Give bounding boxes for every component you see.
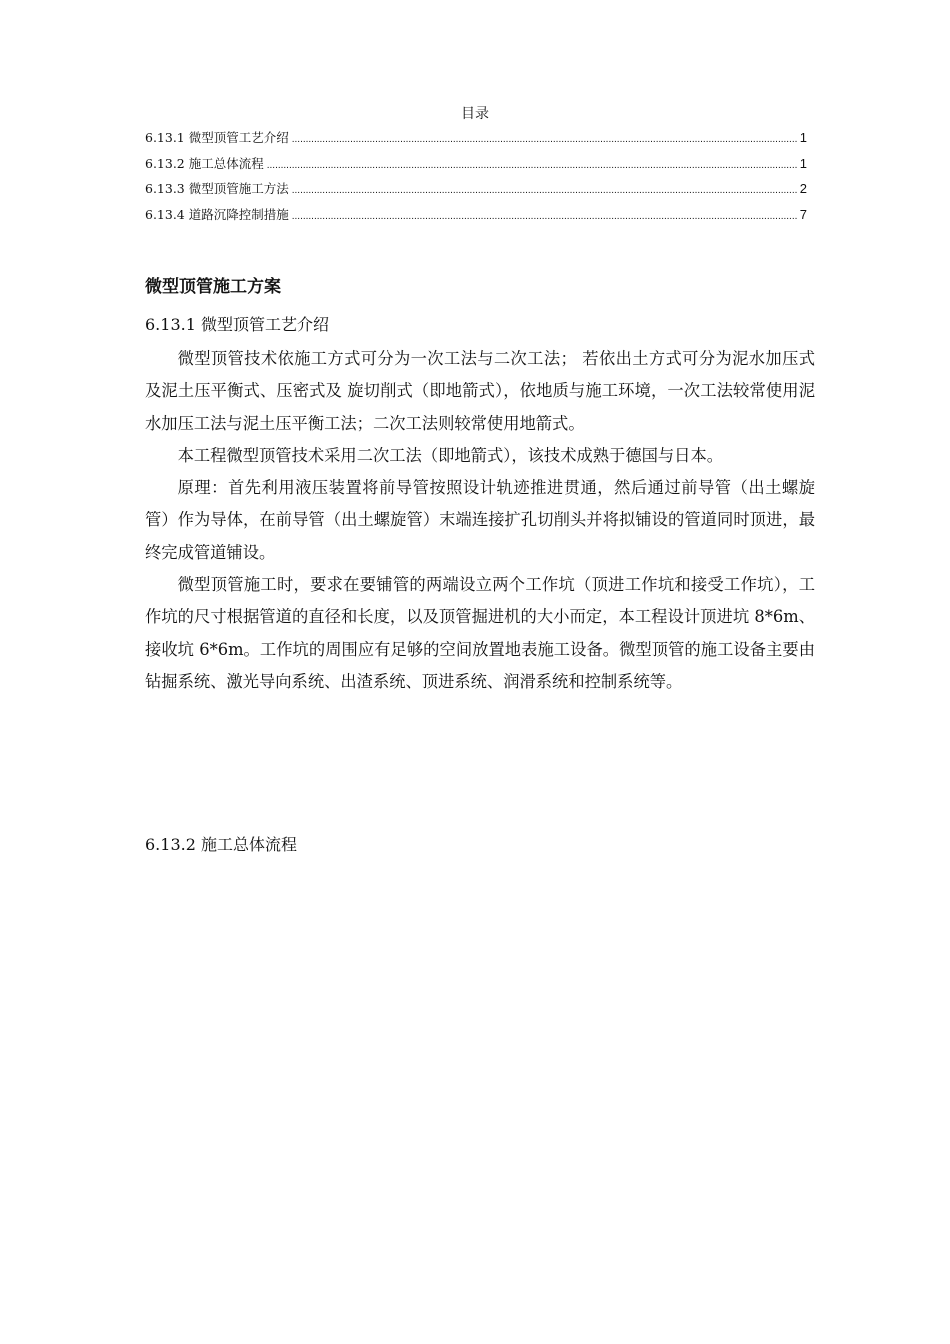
toc-entry-label: 6.13.3 微型顶管施工方法: [145, 181, 289, 196]
toc-dot-leader: [292, 130, 797, 150]
toc-entry-page: 7: [799, 206, 807, 222]
toc-entry-page: 1: [799, 155, 807, 171]
body-paragraph: 原理：首先利用液压装置将前导管按照设计轨迹推进贯通，然后通过前导管（出土螺旋管）作为导体，在前导管（出土螺旋管）末端连接扩孔切削头并将拟铺设的管道同时顶进，最终完成管道铺设。: [145, 478, 815, 562]
toc-entry-page: 2: [799, 181, 807, 196]
toc-entry[interactable]: [145, 154, 807, 180]
body-paragraph: 本工程微型顶管技术采用二次工法（即地箭式），该技术成熟于德国与日本。: [177, 445, 724, 465]
toc-entry-label: 6.13.4 道路沉降控制措施: [145, 206, 289, 222]
toc-dot-leader: [292, 181, 797, 201]
section-heading-6-13-1: 6.13.1 微型顶管工艺介绍: [145, 315, 329, 334]
toc-entry[interactable]: [145, 128, 807, 154]
toc-entry-label: 6.13.2 施工总体流程: [145, 155, 264, 171]
section-heading-6-13-2: 6.13.2 施工总体流程: [145, 835, 297, 854]
section-body: [145, 343, 815, 698]
body-paragraph: 微型顶管施工时，要求在要铺管的两端设立两个工作坑（顶进工作坑和接受工作坑），工作坑的尺寸根据管道的直径和长度，以及顶管掘进机的大小而定，本工程设计顶进坑 8*6m、接收坑 6*6m。工作坑的周围应有足够的空间放置地表施工设备。微型顶管的施工设备主要由钻掘系统、激光导向系统、出渣系统、顶进系统、润滑系统和控制系统等。: [145, 575, 815, 691]
body-paragraph: 微型顶管技术依施工方式可分为一次工法与二次工法； 若依出土方式可分为泥水加压式及泥土压平衡式、压密式及 旋切削式（即地箭式），依地质与施工环境，一次工法较常使用泥水加压工法与泥土压平衡工法；二次工法则较常使用地箭式。: [145, 349, 815, 433]
toc-entry-label: 6.13.1 微型顶管工艺介绍: [145, 130, 289, 145]
document-title: 微型顶管施工方案: [145, 277, 281, 297]
table-of-contents: [145, 128, 807, 230]
toc-entry[interactable]: [145, 205, 807, 231]
toc-title: 目录: [461, 106, 489, 122]
toc-dot-leader: [292, 207, 797, 227]
toc-entry[interactable]: [145, 179, 807, 205]
toc-entry-page: 1: [799, 130, 807, 145]
toc-dot-leader: [267, 156, 797, 176]
